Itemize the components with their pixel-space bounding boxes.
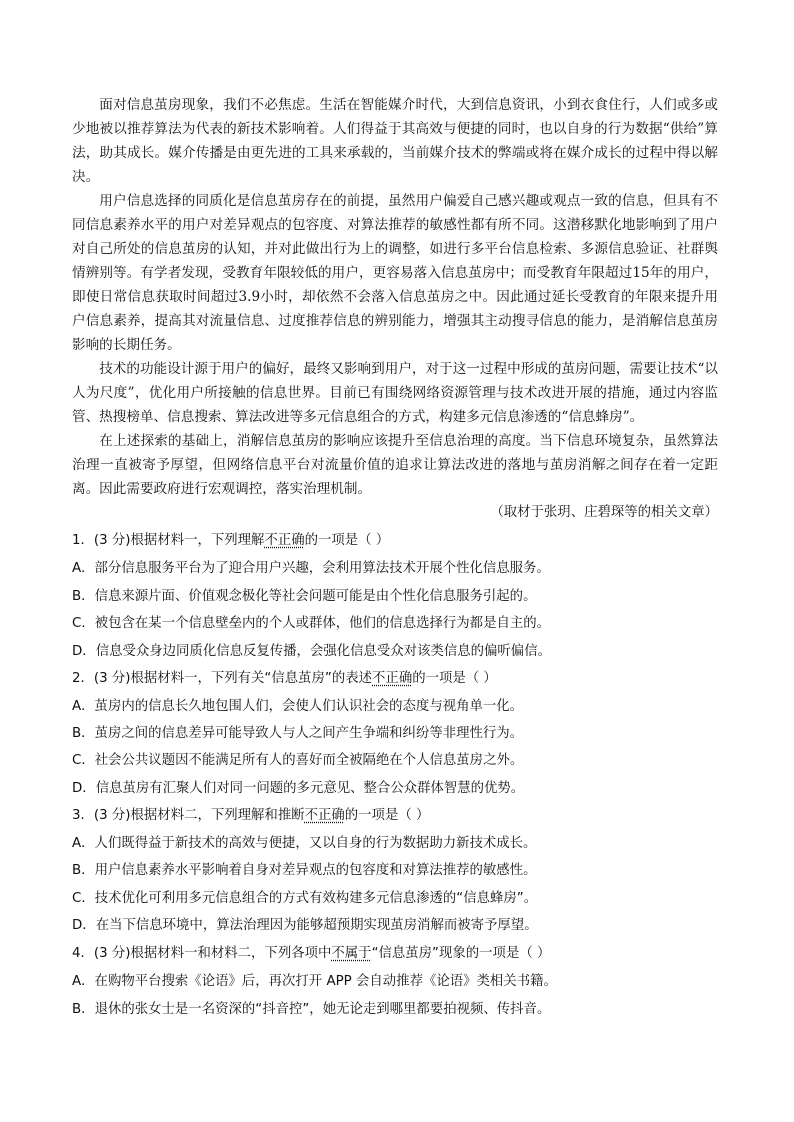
passage-paragraph-3: 技术的功能设计源于用户的偏好，最终又影响到用户，对于这一过程中形成的茧房问题，需要让技术“以人为尺度”，优化用户所接触的信息世界。目前已有围绕网络资源管理与技术改进开展的措施，通过内容监管、热搜榜单、信息搜索、算法改进等多元信息组合的方式，构建多元信息渗透的“信息蜂房”。: [72, 361, 718, 425]
question-4-option-b: B．退休的张女士是一名资深的“抖音控”，她无论走到哪里都要拍视频、传抖音。: [72, 1002, 551, 1017]
question-3-option-d: D．在当下信息环境中，算法治理因为能够超预期实现茧房消解而被寄予厚望。: [72, 918, 538, 933]
question-2-option-a: A．茧房内的信息长久地包围人们，会使人们认识社会的态度与视角单一化。: [72, 699, 524, 714]
question-3-option-c: C．技术优化可利用多元信息组合的方式有效构建多元信息渗透的“信息蜂房”。: [72, 891, 538, 906]
question-2-option-c: C．社会公共议题因不能满足所有人的喜好而全被隔绝在个人信息茧房之外。: [72, 753, 524, 768]
question-3-option-a: A．人们既得益于新技术的高效与便捷，又以自身的行为数据助力新技术成长。: [72, 836, 537, 851]
question-3-option-b: B．用户信息素养水平影响着自身对差异观点的包容度和对算法推荐的敏感性。: [72, 863, 537, 878]
question-2-stem: 2．(3 分)根据材料一，下列有关“信息茧房”的表述不正确的一项是（ ）: [72, 671, 497, 686]
emphasis-mark: 不正确: [372, 671, 413, 686]
source-citation: （取材于张玥、庄碧琛等的相关文章）: [490, 505, 718, 520]
question-2-option-d: D．信息茧房有汇聚人们对同一问题的多元意见、整合公众群体智慧的优势。: [72, 781, 525, 796]
question-2-option-b: B．茧房之间的信息差异可能导致人与人之间产生争端和纠纷等非理性行为。: [72, 726, 524, 741]
question-1-option-b: B．信息来源片面、价值观念极化等社会问题可能是由个性化信息服务引起的。: [72, 589, 537, 604]
emphasis-mark: 不正确: [304, 808, 345, 823]
question-1-option-d: D．信息受众身边同质化信息反复传播，会强化信息受众对该类信息的偏听偏信。: [72, 644, 551, 659]
question-1-stem: 1．(3 分)根据材料一，下列理解不正确的一项是（ ）: [72, 533, 390, 548]
question-4-stem: 4．(3 分)根据材料一和材料二，下列各项中不属于“信息茧房”现象的一项是（ ）: [72, 946, 551, 961]
passage-paragraph-4: 在上述探索的基础上，消解信息茧房的影响应该提升至信息治理的高度。当下信息环境复杂，虽然算法治理一直被寄予厚望，但网络信息平台对流量价值的追求让算法改进的落地与茧房消解之间存在着一定距离。因此需要政府进行宏观调控，落实治理机制。: [72, 433, 718, 497]
question-1-option-a: A．部分信息服务平台为了迎合用户兴趣，会利用算法技术开展个性化信息服务。: [72, 561, 550, 576]
emphasis-mark: 不属于: [331, 946, 372, 961]
question-1-option-c: C．被包含在某一个信息壁垒内的个人或群体，他们的信息选择行为都是自主的。: [72, 616, 551, 631]
passage-paragraph-2: 用户信息选择的同质化是信息茧房存在的前提，虽然用户偏爱自己感兴趣或观点一致的信息，但具有不同信息素养水平的用户对差异观点的包容度、对算法推荐的敏感性都有所不同。这潜移默化地影响到了用户对自己所处的信息茧房的认知，并对此做出行为上的调整，如进行多平台信息检索、多源信息验证、社群舆情辨别等。有学者发现，受教育年限较低的用户，更容易落入信息茧房中；而受教育年限超过15年的用户，即使日常信息获取时间超过3.9小时，却依然不会落入信息茧房之中。因此通过延长受教育的年限来提升用户信息素养，提高其对流量信息、过度推荐信息的辨别能力，增强其主动搜寻信息的能力，是消解信息茧房影响的长期任务。: [72, 193, 718, 353]
passage-paragraph-1: 面对信息茧房现象，我们不必焦虑。生活在智能媒介时代，大到信息资讯，小到衣食住行，人们或多或少地被以推荐算法为代表的新技术影响着。人们得益于其高效与便捷的同时，也以自身的行为数据“供给”算法，助其成长。媒介传播是由更先进的工具来承载的，当前媒介技术的弊端或将在媒介成长的过程中得以解决。: [72, 97, 718, 185]
question-3-stem: 3．(3 分)根据材料二，下列理解和推断不正确的一项是（ ）: [72, 808, 430, 823]
question-4-option-a: A．在购物平台搜索《论语》后，再次打开 APP 会自动推荐《论语》类相关书籍。: [72, 974, 557, 989]
emphasis-mark: 不正确: [264, 533, 305, 548]
